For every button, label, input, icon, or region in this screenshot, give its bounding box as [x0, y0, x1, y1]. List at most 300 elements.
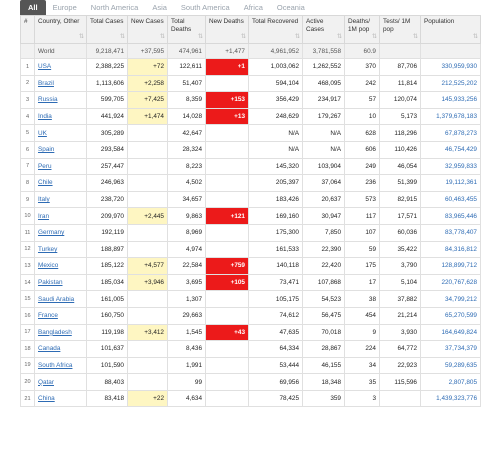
cell-deaths-per-1m: 57 [345, 92, 380, 109]
column-header-label: Tests/ 1M pop [383, 18, 411, 33]
cell-tests-per-1m: 120,074 [380, 92, 421, 109]
cell-population: 128,899,712 [421, 258, 481, 275]
cell-total-cases: 83,418 [87, 390, 128, 407]
cell-deaths-per-1m: 224 [345, 341, 380, 358]
cell-tests-per-1m [380, 390, 421, 407]
cell-deaths-per-1m: 17 [345, 274, 380, 291]
cell-active-cases: 22,390 [303, 241, 345, 258]
cell-new-cases: +4,577 [128, 258, 168, 275]
cell-active-cases: 359 [303, 390, 345, 407]
cell-total-cases: 101,590 [87, 357, 128, 374]
cell-new-cases: +2,445 [128, 208, 168, 225]
cell-tests-per-1m: 87,706 [380, 59, 421, 76]
cell-active-cases: 37,064 [303, 175, 345, 192]
column-header-label: Population [424, 18, 455, 25]
cell-active-cases: 30,947 [303, 208, 345, 225]
cell-population: 65,270,599 [421, 307, 481, 324]
cell-population: 59,289,635 [421, 357, 481, 374]
cell-rank: 18 [21, 341, 35, 358]
cell-deaths-per-1m: 10 [345, 108, 380, 125]
cell-active-cases: 54,523 [303, 291, 345, 308]
cell-rank: 6 [21, 141, 35, 158]
table-row [21, 208, 481, 225]
table-row [21, 324, 481, 341]
cell-population: 83,778,407 [421, 224, 481, 241]
sort-icon: ⇅ [371, 34, 377, 40]
cell-country[interactable]: Qatar [35, 374, 87, 391]
cell-total-deaths: 51,407 [168, 75, 206, 92]
cell-population: 145,933,256 [421, 92, 481, 109]
cell-total-recovered: 356,429 [249, 92, 303, 109]
cell-new-deaths: +1,477 [206, 44, 249, 59]
cell-tests-per-1m: 51,399 [380, 175, 421, 192]
column-header-label: Deaths/ 1M pop [348, 18, 371, 33]
table-row [21, 59, 481, 76]
cell-new-deaths [206, 75, 249, 92]
sort-icon: ⇅ [472, 34, 478, 40]
table-row [21, 191, 481, 208]
cell-total-recovered: 175,300 [249, 224, 303, 241]
cell-rank: 17 [21, 324, 35, 341]
cell-active-cases: 1,262,552 [303, 59, 345, 76]
cell-active-cases: 46,155 [303, 357, 345, 374]
tab-africa[interactable]: Africa [243, 3, 263, 12]
cell-new-cases [128, 191, 168, 208]
world-total-row [21, 44, 481, 59]
cell-tests-per-1m: 3,790 [380, 258, 421, 275]
cell-population: 330,959,930 [421, 59, 481, 76]
sort-icon: ⇅ [159, 34, 165, 40]
table-row [21, 92, 481, 109]
cell-rank: 11 [21, 224, 35, 241]
column-header-2[interactable] [87, 16, 128, 44]
cell-total-deaths: 34,657 [168, 191, 206, 208]
cell-new-deaths: +13 [206, 108, 249, 125]
tab-europe[interactable]: Europe [52, 3, 77, 12]
cell-rank: 2 [21, 75, 35, 92]
table-row [21, 274, 481, 291]
cell-population [421, 44, 481, 59]
cell-active-cases: 107,868 [303, 274, 345, 291]
cell-new-cases: +72 [128, 59, 168, 76]
cell-rank: 4 [21, 108, 35, 125]
cell-country[interactable]: China [35, 390, 87, 407]
cell-new-deaths: +759 [206, 258, 249, 275]
cell-total-deaths: 8,436 [168, 341, 206, 358]
cell-total-recovered: 47,635 [249, 324, 303, 341]
cell-tests-per-1m: 5,173 [380, 108, 421, 125]
cell-rank: 1 [21, 59, 35, 76]
cell-deaths-per-1m: 236 [345, 175, 380, 192]
cell-country[interactable]: Bangladesh [35, 324, 87, 341]
table-row [21, 307, 481, 324]
cell-rank: 21 [21, 390, 35, 407]
cell-new-cases: +22 [128, 390, 168, 407]
cell-total-deaths: 4,974 [168, 241, 206, 258]
cell-total-cases: 441,924 [87, 108, 128, 125]
cell-tests-per-1m: 115,596 [380, 374, 421, 391]
cell-total-recovered: 1,003,062 [249, 59, 303, 76]
cell-total-recovered: 145,320 [249, 158, 303, 175]
cell-country[interactable]: India [35, 108, 87, 125]
cell-total-deaths: 29,663 [168, 307, 206, 324]
cell-total-cases: 2,388,225 [87, 59, 128, 76]
cell-rank: 15 [21, 291, 35, 308]
cell-new-deaths: +153 [206, 92, 249, 109]
table-row [21, 158, 481, 175]
cell-total-deaths: 1,307 [168, 291, 206, 308]
sort-icon: ⇅ [336, 34, 342, 40]
table-row [21, 241, 481, 258]
cell-country[interactable]: Saudi Arabia [35, 291, 87, 308]
sort-icon: ⇅ [197, 34, 203, 40]
cell-total-deaths: 8,223 [168, 158, 206, 175]
cell-total-cases: 238,720 [87, 191, 128, 208]
cell-active-cases: 28,867 [303, 341, 345, 358]
cell-tests-per-1m: 110,426 [380, 141, 421, 158]
table-row [21, 258, 481, 275]
cell-population: 37,734,379 [421, 341, 481, 358]
tab-asia[interactable]: Asia [152, 3, 167, 12]
cell-new-deaths [206, 125, 249, 142]
cell-total-cases: 599,705 [87, 92, 128, 109]
cell-new-cases [128, 374, 168, 391]
sort-icon: ⇅ [119, 34, 125, 40]
cell-active-cases: 20,637 [303, 191, 345, 208]
cell-rank: 20 [21, 374, 35, 391]
cell-total-cases: 185,122 [87, 258, 128, 275]
cell-rank: 16 [21, 307, 35, 324]
cell-tests-per-1m: 35,422 [380, 241, 421, 258]
cell-country[interactable]: UK [35, 125, 87, 142]
cell-new-deaths [206, 175, 249, 192]
sort-icon: ⇅ [240, 34, 246, 40]
cell-total-cases: 185,034 [87, 274, 128, 291]
cell-total-recovered: 73,471 [249, 274, 303, 291]
cell-deaths-per-1m: 175 [345, 258, 380, 275]
cell-total-deaths: 99 [168, 374, 206, 391]
cell-total-recovered: 140,118 [249, 258, 303, 275]
column-header-label: Total Recovered [252, 18, 299, 25]
cell-total-cases: 188,897 [87, 241, 128, 258]
cell-population: 220,767,628 [421, 274, 481, 291]
cell-new-deaths: +1 [206, 59, 249, 76]
cell-total-cases: 257,447 [87, 158, 128, 175]
column-header-label: New Cases [131, 18, 164, 25]
cell-new-cases: +7,425 [128, 92, 168, 109]
column-header-9[interactable] [380, 16, 421, 44]
cell-tests-per-1m: 11,814 [380, 75, 421, 92]
tab-north-america[interactable]: North America [90, 3, 139, 12]
cell-total-deaths: 3,695 [168, 274, 206, 291]
table-row [21, 224, 481, 241]
cell-new-cases [128, 341, 168, 358]
cell-new-deaths [206, 307, 249, 324]
cell-total-recovered: 105,175 [249, 291, 303, 308]
cell-tests-per-1m: 46,054 [380, 158, 421, 175]
table-row [21, 390, 481, 407]
cell-active-cases: 7,850 [303, 224, 345, 241]
column-header-8[interactable] [345, 16, 380, 44]
column-header-7[interactable] [303, 16, 345, 44]
cell-new-cases [128, 125, 168, 142]
cell-total-cases: 293,584 [87, 141, 128, 158]
cell-total-recovered: 4,961,952 [249, 44, 303, 59]
table-header-row [21, 16, 481, 44]
cell-deaths-per-1m: 38 [345, 291, 380, 308]
column-header-label: Total Deaths [171, 18, 192, 33]
column-header-label: New Deaths [209, 18, 244, 25]
cell-country[interactable]: Mexico [35, 258, 87, 275]
cell-new-deaths: +105 [206, 274, 249, 291]
cell-deaths-per-1m: 573 [345, 191, 380, 208]
column-header-label: Country, Other [38, 18, 80, 25]
cell-deaths-per-1m: 242 [345, 75, 380, 92]
cell-rank: 5 [21, 125, 35, 142]
cell-total-deaths: 14,028 [168, 108, 206, 125]
cell-new-deaths [206, 357, 249, 374]
cell-deaths-per-1m: 117 [345, 208, 380, 225]
cell-tests-per-1m: 17,571 [380, 208, 421, 225]
cell-population: 84,316,812 [421, 241, 481, 258]
cell-active-cases: 18,348 [303, 374, 345, 391]
cell-population: 60,463,455 [421, 191, 481, 208]
cell-new-deaths [206, 224, 249, 241]
column-header-3[interactable] [128, 16, 168, 44]
column-header-label: Total Cases [90, 18, 124, 25]
column-header-label: Active Cases [306, 18, 325, 33]
cell-population: 34,799,212 [421, 291, 481, 308]
cell-active-cases: 468,095 [303, 75, 345, 92]
cell-country[interactable]: South Africa [35, 357, 87, 374]
tab-south-america[interactable]: South America [180, 3, 230, 12]
cell-total-cases: 246,963 [87, 175, 128, 192]
cell-deaths-per-1m: 370 [345, 59, 380, 76]
sort-icon: ⇅ [78, 34, 84, 40]
cell-country[interactable]: USA [35, 59, 87, 76]
tab-all[interactable]: All [20, 0, 46, 15]
column-header-1[interactable] [35, 16, 87, 44]
table-row [21, 374, 481, 391]
cell-total-cases: 1,113,606 [87, 75, 128, 92]
cell-total-cases: 161,005 [87, 291, 128, 308]
cell-total-deaths: 4,634 [168, 390, 206, 407]
cell-tests-per-1m: 60,036 [380, 224, 421, 241]
cell-total-cases: 101,637 [87, 341, 128, 358]
table-row [21, 125, 481, 142]
cell-active-cases: 22,420 [303, 258, 345, 275]
cell-rank: 14 [21, 274, 35, 291]
cell-tests-per-1m: 64,772 [380, 341, 421, 358]
cell-total-recovered: 183,426 [249, 191, 303, 208]
table-row [21, 108, 481, 125]
cell-country[interactable]: Peru [35, 158, 87, 175]
cell-new-deaths [206, 241, 249, 258]
table-row [21, 291, 481, 308]
cell-new-cases: +3,412 [128, 324, 168, 341]
cell-rank: 12 [21, 241, 35, 258]
cell-total-cases: 305,289 [87, 125, 128, 142]
cell-rank: 7 [21, 158, 35, 175]
cell-country[interactable]: Spain [35, 141, 87, 158]
cell-new-deaths [206, 374, 249, 391]
cell-new-cases [128, 307, 168, 324]
cell-tests-per-1m: 21,214 [380, 307, 421, 324]
cell-country: World [35, 44, 87, 59]
cell-active-cases: N/A [303, 141, 345, 158]
cell-population: 1,439,323,776 [421, 390, 481, 407]
cell-new-deaths [206, 390, 249, 407]
cell-total-deaths: 1,991 [168, 357, 206, 374]
cell-country[interactable]: Russia [35, 92, 87, 109]
cell-population: 19,112,361 [421, 175, 481, 192]
cell-country[interactable]: Pakistan [35, 274, 87, 291]
sort-icon: ⇅ [412, 34, 418, 40]
column-header-10[interactable] [421, 16, 481, 44]
cell-total-recovered: 205,397 [249, 175, 303, 192]
tab-oceania[interactable]: Oceania [276, 3, 305, 12]
cell-new-deaths [206, 291, 249, 308]
cell-deaths-per-1m: 628 [345, 125, 380, 142]
cell-total-recovered: 64,334 [249, 341, 303, 358]
cell-population: 2,807,805 [421, 374, 481, 391]
cell-new-cases: +3,946 [128, 274, 168, 291]
cell-total-recovered: 248,629 [249, 108, 303, 125]
table-row [21, 357, 481, 374]
cell-total-deaths: 8,969 [168, 224, 206, 241]
cell-deaths-per-1m: 606 [345, 141, 380, 158]
covid-stats-table [20, 15, 481, 407]
cell-rank: 19 [21, 357, 35, 374]
cell-rank: 9 [21, 191, 35, 208]
cell-population: 164,649,824 [421, 324, 481, 341]
cell-deaths-per-1m: 60.9 [345, 44, 380, 59]
cell-population: 46,754,429 [421, 141, 481, 158]
cell-total-cases: 88,403 [87, 374, 128, 391]
table-row [21, 341, 481, 358]
cell-active-cases: 3,781,558 [303, 44, 345, 59]
cell-total-deaths: 122,611 [168, 59, 206, 76]
cell-total-recovered: 78,425 [249, 390, 303, 407]
cell-rank: 8 [21, 175, 35, 192]
cell-country[interactable]: Germany [35, 224, 87, 241]
cell-deaths-per-1m: 34 [345, 357, 380, 374]
cell-tests-per-1m [380, 44, 421, 59]
column-header-6[interactable] [249, 16, 303, 44]
cell-total-cases: 119,198 [87, 324, 128, 341]
cell-deaths-per-1m: 454 [345, 307, 380, 324]
cell-new-deaths [206, 141, 249, 158]
cell-new-deaths: +121 [206, 208, 249, 225]
region-tabs [0, 0, 500, 15]
cell-country[interactable]: Canada [35, 341, 87, 358]
cell-total-deaths: 22,584 [168, 258, 206, 275]
cell-population: 212,525,202 [421, 75, 481, 92]
cell-tests-per-1m: 118,296 [380, 125, 421, 142]
cell-tests-per-1m: 3,930 [380, 324, 421, 341]
cell-new-cases [128, 357, 168, 374]
cell-new-cases [128, 241, 168, 258]
cell-total-cases: 192,119 [87, 224, 128, 241]
cell-tests-per-1m: 82,915 [380, 191, 421, 208]
column-header-5[interactable] [206, 16, 249, 44]
cell-total-recovered: 74,612 [249, 307, 303, 324]
cell-deaths-per-1m: 3 [345, 390, 380, 407]
cell-tests-per-1m: 37,882 [380, 291, 421, 308]
cell-new-deaths [206, 191, 249, 208]
cell-rank [21, 44, 35, 59]
table-row [21, 75, 481, 92]
cell-population: 1,379,678,183 [421, 108, 481, 125]
cell-active-cases: 179,267 [303, 108, 345, 125]
cell-total-recovered: 161,533 [249, 241, 303, 258]
cell-total-recovered: 594,104 [249, 75, 303, 92]
cell-deaths-per-1m: 9 [345, 324, 380, 341]
column-header-label: # [24, 18, 28, 25]
cell-new-cases [128, 158, 168, 175]
cell-total-deaths: 1,545 [168, 324, 206, 341]
cell-new-cases: +1,474 [128, 108, 168, 125]
cell-population: 32,959,833 [421, 158, 481, 175]
cell-country[interactable]: France [35, 307, 87, 324]
cell-total-cases: 209,970 [87, 208, 128, 225]
cell-total-recovered: N/A [249, 125, 303, 142]
cell-population: 67,878,273 [421, 125, 481, 142]
cell-tests-per-1m: 5,104 [380, 274, 421, 291]
cell-new-cases [128, 141, 168, 158]
cell-deaths-per-1m: 59 [345, 241, 380, 258]
cell-deaths-per-1m: 107 [345, 224, 380, 241]
cell-total-deaths: 474,961 [168, 44, 206, 59]
cell-total-deaths: 8,359 [168, 92, 206, 109]
cell-rank: 3 [21, 92, 35, 109]
table-row [21, 141, 481, 158]
cell-active-cases: 103,904 [303, 158, 345, 175]
cell-new-deaths: +43 [206, 324, 249, 341]
cell-country[interactable]: Iran [35, 208, 87, 225]
cell-active-cases: 234,917 [303, 92, 345, 109]
cell-active-cases: 70,018 [303, 324, 345, 341]
cell-new-cases: +37,595 [128, 44, 168, 59]
cell-deaths-per-1m: 249 [345, 158, 380, 175]
cell-total-recovered: 69,956 [249, 374, 303, 391]
cell-new-cases [128, 291, 168, 308]
cell-total-deaths: 28,324 [168, 141, 206, 158]
cell-country[interactable]: Turkey [35, 241, 87, 258]
cell-total-recovered: 169,160 [249, 208, 303, 225]
column-header-4[interactable] [168, 16, 206, 44]
cell-country[interactable]: Chile [35, 175, 87, 192]
column-header-0[interactable] [21, 16, 35, 44]
cell-total-deaths: 4,502 [168, 175, 206, 192]
cell-new-cases [128, 224, 168, 241]
cell-active-cases: N/A [303, 125, 345, 142]
cell-rank: 10 [21, 208, 35, 225]
cell-country[interactable]: Italy [35, 191, 87, 208]
sort-icon: ⇅ [294, 34, 300, 40]
cell-deaths-per-1m: 35 [345, 374, 380, 391]
cell-new-cases [128, 175, 168, 192]
cell-total-recovered: N/A [249, 141, 303, 158]
cell-total-deaths: 42,647 [168, 125, 206, 142]
cell-total-cases: 9,218,471 [87, 44, 128, 59]
cell-new-deaths [206, 158, 249, 175]
cell-total-recovered: 53,444 [249, 357, 303, 374]
cell-country[interactable]: Brazil [35, 75, 87, 92]
cell-rank: 13 [21, 258, 35, 275]
cell-total-deaths: 9,863 [168, 208, 206, 225]
cell-tests-per-1m: 22,923 [380, 357, 421, 374]
